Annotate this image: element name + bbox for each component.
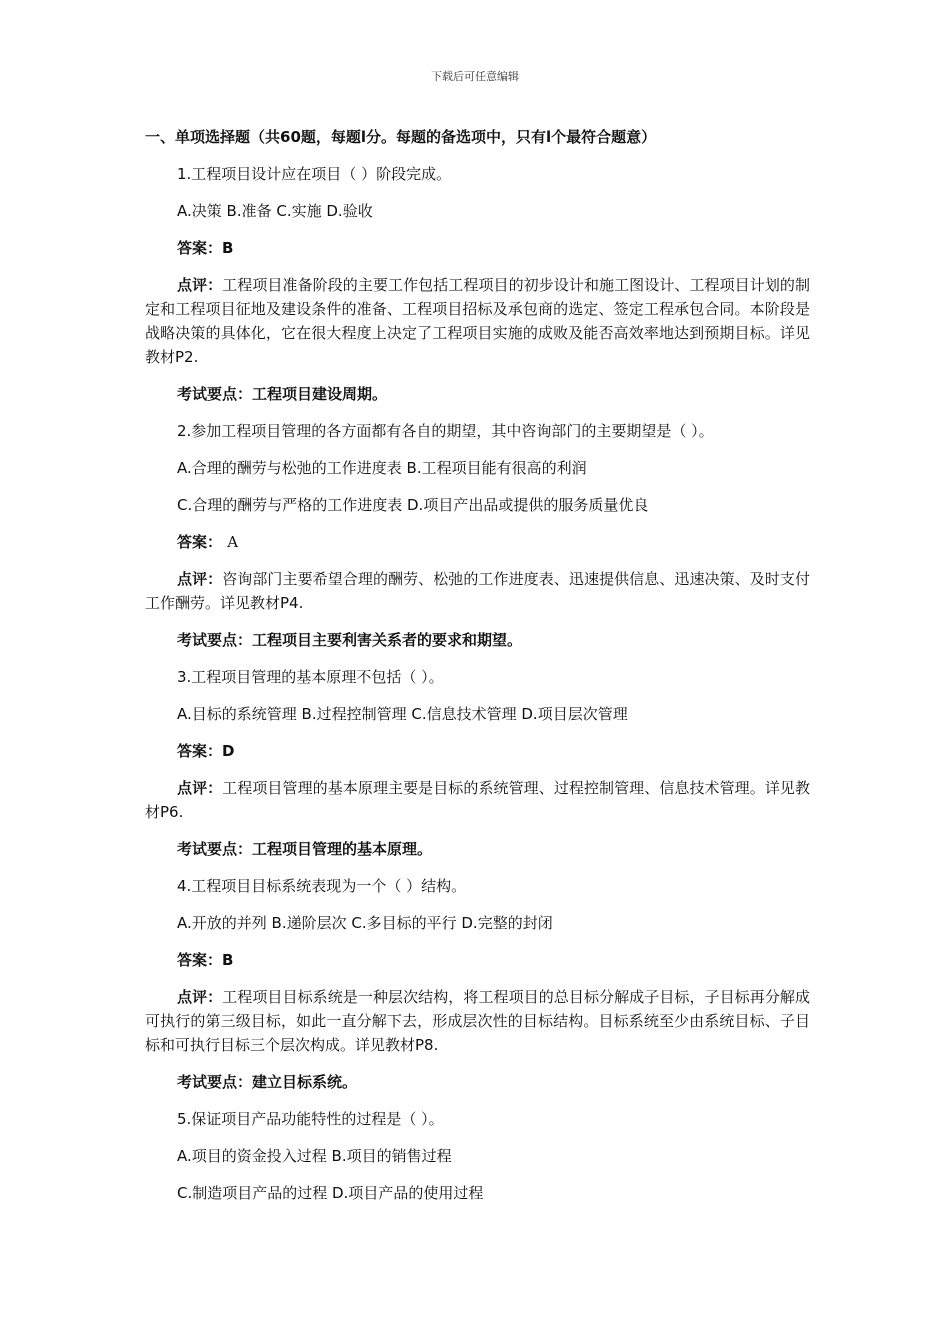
answer-label: 答案：: [177, 533, 223, 551]
comment: [145, 567, 810, 615]
answer-value: B: [222, 239, 234, 257]
comment-label: 点评：: [177, 570, 223, 588]
page-header: 下载后可任意编辑: [431, 70, 519, 83]
answer-value: D: [222, 742, 235, 760]
section-title: 一、单项选择题（共60题，每题l分。每题的备选项中，只有l个最符合题意）: [145, 128, 657, 146]
question-stem: 3.工程项目管理的基本原理不包括（ ）。: [177, 668, 444, 686]
question-options: A.决策 B.准备 C.实施 D.验收: [177, 202, 373, 220]
comment: [145, 985, 810, 1057]
comment-text: 咨询部门主要希望合理的酬劳、松弛的工作进度表、迅速提供信息、迅速决策、及时支付工作酬劳。详见教材P4.: [145, 570, 810, 612]
question-block: [145, 874, 810, 1094]
comment: [145, 273, 810, 369]
question-options: A.项目的资金投入过程 B.项目的销售过程: [177, 1147, 452, 1165]
question-options: A.合理的酬劳与松弛的工作进度表 B.工程项目能有很高的利润: [177, 459, 587, 477]
question-stem: 1.工程项目设计应在项目（ ）阶段完成。: [177, 165, 452, 183]
comment-label: 点评：: [177, 779, 223, 797]
question-block: [145, 162, 810, 406]
comment-text: 工程项目准备阶段的主要工作包括工程项目的初步设计和施工图设计、工程项目计划的制定和工程项目征地及建设条件的准备、工程项目招标及承包商的选定、签定工程承包合同。本阶段是战略决策的具体化，它在很大程度上决定了工程项目实施的成败及能否高效率地达到预期目标。详见教材P2.: [145, 276, 810, 366]
question-block: [145, 665, 810, 861]
comment-text: 工程项目管理的基本原理主要是目标的系统管理、过程控制管理、信息技术管理。详见教材P6.: [145, 779, 810, 821]
question-stem: 5.保证项目产品功能特性的过程是（ ）。: [177, 1110, 444, 1128]
answer-line: [145, 739, 810, 763]
question-options: A.目标的系统管理 B.过程控制管理 C.信息技术管理 D.项目层次管理: [177, 705, 628, 723]
answer-label: 答案：: [177, 951, 223, 969]
question-stem: 2.参加工程项目管理的各方面都有各自的期望，其中咨询部门的主要期望是（ ）。: [177, 422, 714, 440]
answer-label: 答案：: [177, 742, 223, 760]
comment-label: 点评：: [177, 276, 223, 294]
question-block: [145, 419, 810, 652]
comment: [145, 776, 810, 824]
answer-line: [145, 530, 810, 554]
answer-line: [145, 236, 810, 260]
question-options: C.合理的酬劳与严格的工作进度表 D.项目产出品或提供的服务质量优良: [177, 496, 649, 514]
exam-point: 考试要点：工程项目建设周期。: [177, 385, 388, 403]
question-options: A.开放的并列 B.递阶层次 C.多目标的平行 D.完整的封闭: [177, 914, 553, 932]
exam-point: 考试要点：工程项目主要利害关系者的要求和期望。: [177, 631, 523, 649]
answer-value: B: [222, 951, 234, 969]
comment-text: 工程项目目标系统是一种层次结构，将工程项目的总目标分解成子目标，子目标再分解成可执行的第三级目标，如此一直分解下去，形成层次性的目标结构。目标系统至少由系统目标、子目标和可执行目标三个层次构成。详见教材P8.: [145, 988, 810, 1054]
answer-value: A: [227, 533, 239, 551]
question-block: [145, 1107, 810, 1205]
answer-line: [145, 948, 810, 972]
document-body: [145, 125, 810, 1218]
comment-label: 点评：: [177, 988, 223, 1006]
question-options: C.制造项目产品的过程 D.项目产品的使用过程: [177, 1184, 484, 1202]
exam-point: 考试要点：建立目标系统。: [177, 1073, 358, 1091]
answer-label: 答案：: [177, 239, 223, 257]
exam-point: 考试要点：工程项目管理的基本原理。: [177, 840, 433, 858]
question-stem: 4.工程项目目标系统表现为一个（ ）结构。: [177, 877, 467, 895]
